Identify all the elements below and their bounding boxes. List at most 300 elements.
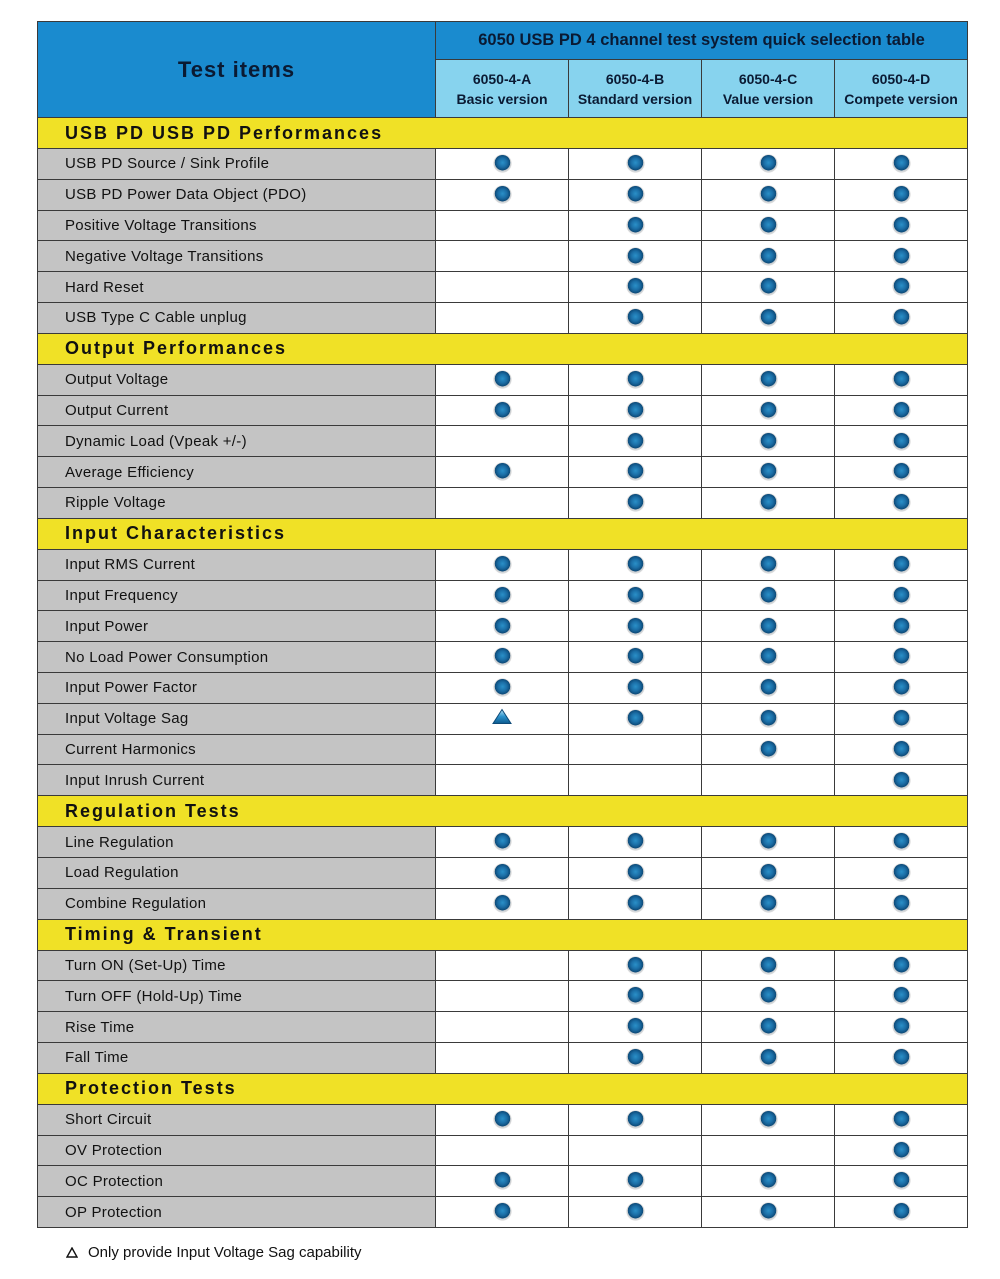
section-title: Input Characteristics xyxy=(38,518,968,549)
test-item-name: Input RMS Current xyxy=(38,549,436,580)
support-cell xyxy=(569,179,702,210)
test-item-name: OC Protection xyxy=(38,1166,436,1197)
support-cell xyxy=(436,981,569,1012)
supported-dot-icon xyxy=(893,957,910,974)
table-row xyxy=(38,179,968,210)
supported-dot-icon xyxy=(627,186,644,203)
test-item-name: Turn OFF (Hold-Up) Time xyxy=(38,981,436,1012)
section-header-row xyxy=(38,796,968,827)
support-cell xyxy=(569,1197,702,1228)
support-cell xyxy=(835,210,968,241)
version-model: 6050-4-B xyxy=(605,70,665,87)
support-cell xyxy=(436,734,569,765)
support-cell xyxy=(702,179,835,210)
support-cell xyxy=(569,827,702,858)
supported-dot-icon xyxy=(760,679,777,696)
supported-dot-icon xyxy=(893,1172,910,1189)
supported-dot-icon xyxy=(760,987,777,1004)
supported-dot-icon xyxy=(627,648,644,665)
support-cell xyxy=(835,302,968,333)
support-cell xyxy=(835,642,968,673)
supported-dot-icon xyxy=(893,155,910,172)
support-cell xyxy=(436,888,569,919)
test-item-name: Turn ON (Set-Up) Time xyxy=(38,950,436,981)
support-cell xyxy=(436,149,569,180)
support-cell xyxy=(702,827,835,858)
support-cell xyxy=(702,272,835,303)
test-item-name: Load Regulation xyxy=(38,857,436,888)
supported-dot-icon xyxy=(627,494,644,511)
support-cell xyxy=(702,1012,835,1043)
table-row xyxy=(38,1042,968,1073)
support-cell xyxy=(436,1104,569,1135)
test-item-name: Positive Voltage Transitions xyxy=(38,210,436,241)
supported-dot-icon xyxy=(760,710,777,727)
test-item-name: Input Inrush Current xyxy=(38,765,436,796)
supported-dot-icon xyxy=(627,556,644,573)
system-title: 6050 USB PD 4 channel test system quick selection table xyxy=(436,22,968,60)
table-row xyxy=(38,703,968,734)
test-item-name: OV Protection xyxy=(38,1135,436,1166)
supported-dot-icon xyxy=(760,741,777,758)
supported-dot-icon xyxy=(494,1172,511,1189)
test-item-name: Output Current xyxy=(38,395,436,426)
supported-dot-icon xyxy=(760,463,777,480)
supported-dot-icon xyxy=(627,1203,644,1220)
support-cell xyxy=(702,364,835,395)
supported-dot-icon xyxy=(893,648,910,665)
supported-dot-icon xyxy=(627,433,644,450)
support-cell xyxy=(569,210,702,241)
supported-dot-icon xyxy=(627,463,644,480)
table-row xyxy=(38,1197,968,1228)
support-cell xyxy=(436,210,569,241)
supported-dot-icon xyxy=(760,278,777,295)
support-cell xyxy=(835,272,968,303)
table-row xyxy=(38,426,968,457)
support-cell xyxy=(569,765,702,796)
table-row xyxy=(38,672,968,703)
section-header-row xyxy=(38,518,968,549)
version-name: Value version xyxy=(722,90,814,107)
supported-dot-icon xyxy=(893,1018,910,1035)
table-row xyxy=(38,1166,968,1197)
supported-dot-icon xyxy=(893,309,910,326)
supported-dot-icon xyxy=(760,155,777,172)
supported-dot-icon xyxy=(760,494,777,511)
supported-dot-icon xyxy=(760,895,777,912)
support-cell xyxy=(702,611,835,642)
table-body xyxy=(38,118,968,1228)
support-cell xyxy=(569,981,702,1012)
table-row xyxy=(38,888,968,919)
support-cell xyxy=(835,857,968,888)
section-title: USB PD USB PD Performances xyxy=(38,118,968,149)
supported-dot-icon xyxy=(760,371,777,388)
table-row xyxy=(38,827,968,858)
support-cell xyxy=(569,395,702,426)
table-row xyxy=(38,642,968,673)
support-cell xyxy=(436,302,569,333)
table-row xyxy=(38,549,968,580)
support-cell xyxy=(569,857,702,888)
version-model: 6050-4-C xyxy=(738,70,798,87)
support-cell xyxy=(702,1104,835,1135)
support-cell xyxy=(436,672,569,703)
support-cell xyxy=(436,642,569,673)
supported-dot-icon xyxy=(494,556,511,573)
support-cell xyxy=(436,1012,569,1043)
table-row xyxy=(38,1104,968,1135)
table-row xyxy=(38,364,968,395)
support-cell xyxy=(569,580,702,611)
support-cell xyxy=(835,1012,968,1043)
supported-dot-icon xyxy=(893,587,910,604)
support-cell xyxy=(835,765,968,796)
support-cell xyxy=(569,302,702,333)
supported-dot-icon xyxy=(893,402,910,419)
support-cell xyxy=(436,1197,569,1228)
table-row xyxy=(38,272,968,303)
support-cell xyxy=(835,950,968,981)
supported-dot-icon xyxy=(760,402,777,419)
supported-dot-icon xyxy=(494,864,511,881)
table-row xyxy=(38,241,968,272)
support-cell xyxy=(569,888,702,919)
support-cell xyxy=(702,210,835,241)
support-cell xyxy=(835,179,968,210)
support-cell xyxy=(835,1197,968,1228)
table-row xyxy=(38,857,968,888)
support-cell xyxy=(436,950,569,981)
support-cell xyxy=(702,950,835,981)
support-cell xyxy=(569,549,702,580)
version-header-a xyxy=(436,60,569,118)
table-row xyxy=(38,395,968,426)
test-item-name: USB PD Power Data Object (PDO) xyxy=(38,179,436,210)
supported-dot-icon xyxy=(760,957,777,974)
supported-dot-icon xyxy=(893,463,910,480)
table-row xyxy=(38,734,968,765)
supported-dot-icon xyxy=(893,371,910,388)
support-cell xyxy=(436,272,569,303)
support-cell xyxy=(569,611,702,642)
supported-dot-icon xyxy=(760,1203,777,1220)
support-cell xyxy=(702,672,835,703)
test-items-header: Test items xyxy=(38,22,436,118)
support-cell xyxy=(702,241,835,272)
supported-dot-icon xyxy=(893,679,910,696)
support-cell xyxy=(569,426,702,457)
support-cell xyxy=(569,642,702,673)
support-cell xyxy=(702,302,835,333)
test-item-name: Fall Time xyxy=(38,1042,436,1073)
table-row xyxy=(38,302,968,333)
supported-dot-icon xyxy=(760,833,777,850)
supported-dot-icon xyxy=(760,433,777,450)
supported-dot-icon xyxy=(893,186,910,203)
support-cell xyxy=(835,734,968,765)
supported-dot-icon xyxy=(494,833,511,850)
support-cell xyxy=(702,457,835,488)
supported-dot-icon xyxy=(627,587,644,604)
support-cell xyxy=(835,672,968,703)
supported-dot-icon xyxy=(893,833,910,850)
support-cell xyxy=(436,241,569,272)
partial-triangle-icon xyxy=(492,708,512,730)
test-item-name: Line Regulation xyxy=(38,827,436,858)
supported-dot-icon xyxy=(627,618,644,635)
supported-dot-icon xyxy=(494,587,511,604)
version-name: Compete version xyxy=(844,90,958,107)
section-title: Protection Tests xyxy=(38,1073,968,1104)
supported-dot-icon xyxy=(627,895,644,912)
supported-dot-icon xyxy=(760,1111,777,1128)
supported-dot-icon xyxy=(760,1018,777,1035)
supported-dot-icon xyxy=(494,895,511,912)
support-cell xyxy=(569,672,702,703)
test-item-name: Current Harmonics xyxy=(38,734,436,765)
version-name: Standard version xyxy=(577,90,693,107)
supported-dot-icon xyxy=(494,618,511,635)
selection-table-sheet xyxy=(37,21,967,1228)
support-cell xyxy=(702,1135,835,1166)
support-cell xyxy=(702,703,835,734)
outline-triangle-icon xyxy=(66,1247,78,1258)
supported-dot-icon xyxy=(627,155,644,172)
support-cell xyxy=(569,1012,702,1043)
support-cell xyxy=(569,1166,702,1197)
quick-selection-table xyxy=(37,21,968,1228)
test-item-name: Dynamic Load (Vpeak +/-) xyxy=(38,426,436,457)
support-cell xyxy=(835,1135,968,1166)
support-cell xyxy=(835,703,968,734)
support-cell xyxy=(569,149,702,180)
support-cell xyxy=(702,395,835,426)
supported-dot-icon xyxy=(760,186,777,203)
supported-dot-icon xyxy=(627,278,644,295)
test-item-name: USB Type C Cable unplug xyxy=(38,302,436,333)
supported-dot-icon xyxy=(893,710,910,727)
support-cell xyxy=(835,981,968,1012)
supported-dot-icon xyxy=(760,248,777,265)
test-item-name: Ripple Voltage xyxy=(38,487,436,518)
supported-dot-icon xyxy=(627,987,644,1004)
test-item-name: Output Voltage xyxy=(38,364,436,395)
supported-dot-icon xyxy=(760,618,777,635)
version-header-b xyxy=(569,60,702,118)
table-row xyxy=(38,580,968,611)
supported-dot-icon xyxy=(627,1111,644,1128)
support-cell xyxy=(835,149,968,180)
supported-dot-icon xyxy=(893,864,910,881)
table-row xyxy=(38,1012,968,1043)
supported-dot-icon xyxy=(760,864,777,881)
test-item-name: Negative Voltage Transitions xyxy=(38,241,436,272)
supported-dot-icon xyxy=(893,987,910,1004)
support-cell xyxy=(569,1135,702,1166)
support-cell xyxy=(436,611,569,642)
test-item-name: Rise Time xyxy=(38,1012,436,1043)
support-cell xyxy=(702,487,835,518)
table-row xyxy=(38,981,968,1012)
support-cell xyxy=(436,857,569,888)
supported-dot-icon xyxy=(627,957,644,974)
support-cell xyxy=(569,241,702,272)
footnote xyxy=(66,1244,362,1261)
support-cell xyxy=(702,888,835,919)
supported-dot-icon xyxy=(893,618,910,635)
version-header-d xyxy=(835,60,968,118)
supported-dot-icon xyxy=(627,833,644,850)
section-title: Output Performances xyxy=(38,333,968,364)
supported-dot-icon xyxy=(893,217,910,234)
test-item-name: Input Frequency xyxy=(38,580,436,611)
support-cell xyxy=(436,1042,569,1073)
supported-dot-icon xyxy=(893,1111,910,1128)
support-cell xyxy=(702,1042,835,1073)
supported-dot-icon xyxy=(893,741,910,758)
test-item-name: OP Protection xyxy=(38,1197,436,1228)
supported-dot-icon xyxy=(893,1142,910,1159)
support-cell xyxy=(702,580,835,611)
supported-dot-icon xyxy=(893,1203,910,1220)
support-cell xyxy=(835,457,968,488)
test-item-name: Input Power xyxy=(38,611,436,642)
test-item-name: Combine Regulation xyxy=(38,888,436,919)
section-header-row xyxy=(38,919,968,950)
support-cell xyxy=(569,950,702,981)
table-row xyxy=(38,611,968,642)
version-name: Basic version xyxy=(456,90,548,107)
support-cell xyxy=(835,1042,968,1073)
support-cell xyxy=(835,611,968,642)
support-cell xyxy=(436,179,569,210)
support-cell xyxy=(436,1135,569,1166)
supported-dot-icon xyxy=(760,556,777,573)
table-row xyxy=(38,950,968,981)
support-cell xyxy=(702,426,835,457)
supported-dot-icon xyxy=(627,217,644,234)
version-model: 6050-4-A xyxy=(472,70,532,87)
test-item-name: Hard Reset xyxy=(38,272,436,303)
supported-dot-icon xyxy=(494,679,511,696)
support-cell xyxy=(835,241,968,272)
support-cell xyxy=(835,549,968,580)
support-cell xyxy=(835,364,968,395)
version-header-c xyxy=(702,60,835,118)
support-cell xyxy=(436,549,569,580)
table-row xyxy=(38,149,968,180)
table-row xyxy=(38,1135,968,1166)
supported-dot-icon xyxy=(494,155,511,172)
supported-dot-icon xyxy=(893,1049,910,1066)
supported-dot-icon xyxy=(760,309,777,326)
support-cell xyxy=(702,857,835,888)
section-title: Timing & Transient xyxy=(38,919,968,950)
support-cell xyxy=(835,395,968,426)
support-cell xyxy=(569,487,702,518)
support-cell xyxy=(702,981,835,1012)
supported-dot-icon xyxy=(494,186,511,203)
supported-dot-icon xyxy=(760,1172,777,1189)
support-cell xyxy=(702,1197,835,1228)
supported-dot-icon xyxy=(893,248,910,265)
supported-dot-icon xyxy=(893,278,910,295)
version-model: 6050-4-D xyxy=(871,70,931,87)
support-cell xyxy=(702,642,835,673)
support-cell xyxy=(835,827,968,858)
test-item-name: Average Efficiency xyxy=(38,457,436,488)
supported-dot-icon xyxy=(494,402,511,419)
support-cell xyxy=(569,1042,702,1073)
supported-dot-icon xyxy=(627,710,644,727)
support-cell xyxy=(835,888,968,919)
support-cell xyxy=(436,827,569,858)
support-cell xyxy=(569,457,702,488)
support-cell xyxy=(569,364,702,395)
supported-dot-icon xyxy=(627,309,644,326)
supported-dot-icon xyxy=(627,1172,644,1189)
supported-dot-icon xyxy=(893,772,910,789)
support-cell xyxy=(436,765,569,796)
support-cell xyxy=(436,457,569,488)
support-cell xyxy=(702,149,835,180)
supported-dot-icon xyxy=(627,1018,644,1035)
table-row xyxy=(38,457,968,488)
support-cell xyxy=(436,395,569,426)
support-cell xyxy=(569,1104,702,1135)
support-cell xyxy=(436,703,569,734)
table-row xyxy=(38,210,968,241)
test-item-name: USB PD Source / Sink Profile xyxy=(38,149,436,180)
support-cell xyxy=(436,487,569,518)
supported-dot-icon xyxy=(893,895,910,912)
supported-dot-icon xyxy=(627,864,644,881)
supported-dot-icon xyxy=(494,648,511,665)
support-cell xyxy=(436,1166,569,1197)
test-item-name: No Load Power Consumption xyxy=(38,642,436,673)
support-cell xyxy=(835,487,968,518)
supported-dot-icon xyxy=(760,217,777,234)
test-item-name: Short Circuit xyxy=(38,1104,436,1135)
section-title: Regulation Tests xyxy=(38,796,968,827)
support-cell xyxy=(569,734,702,765)
support-cell xyxy=(702,765,835,796)
support-cell xyxy=(436,364,569,395)
supported-dot-icon xyxy=(893,433,910,450)
supported-dot-icon xyxy=(627,1049,644,1066)
supported-dot-icon xyxy=(893,556,910,573)
supported-dot-icon xyxy=(494,463,511,480)
support-cell xyxy=(835,1166,968,1197)
section-header-row xyxy=(38,1073,968,1104)
support-cell xyxy=(436,426,569,457)
supported-dot-icon xyxy=(760,1049,777,1066)
support-cell xyxy=(835,1104,968,1135)
supported-dot-icon xyxy=(627,679,644,696)
section-header-row xyxy=(38,333,968,364)
supported-dot-icon xyxy=(627,371,644,388)
footnote-text: Only provide Input Voltage Sag capability xyxy=(88,1244,362,1261)
supported-dot-icon xyxy=(760,648,777,665)
supported-dot-icon xyxy=(893,494,910,511)
support-cell xyxy=(436,580,569,611)
supported-dot-icon xyxy=(494,371,511,388)
supported-dot-icon xyxy=(627,248,644,265)
support-cell xyxy=(702,734,835,765)
test-item-name: Input Power Factor xyxy=(38,672,436,703)
